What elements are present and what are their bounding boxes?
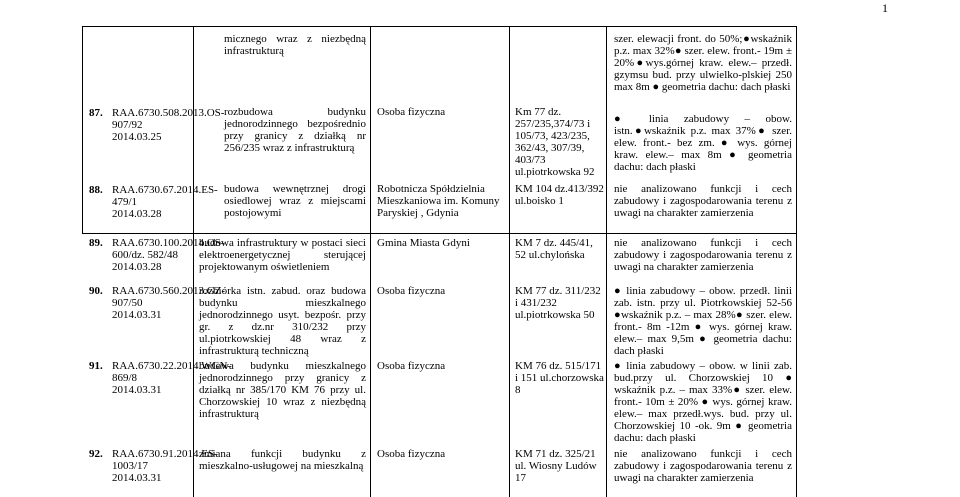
row-88-case: RAA.6730.67.2014.ES-479/1 2014.03.28 — [112, 184, 218, 220]
row-90-investor: Osoba fizyczna — [377, 285, 446, 297]
row-87-decision: szer. elewacji front. do 50%;●wskaźnik p.z. max 32%● szer. elew. front.- 19m ± 20%●wys.górnej kraw. elew.– przedł. gzymsu bud. przy ulwielko-plskiej 250 max 8m ● geometria dachu: dach płaski — [614, 33, 792, 93]
row-91-scope: budowa budynku mieszkalnego jednorodzinnego przy granicy z działką nr 385/170 KM 76 przy ul. Chorzowskiej 10 wraz z niezbędną infrastrukturą — [199, 360, 366, 420]
row-89-case: RAA.6730.100.2014.OS-600/dz. 582/48 2014.03.28 — [112, 237, 225, 273]
row-89-decision: nie analizowano funkcji i cech zabudowy i zagospodarowania terenu z uwagi na charakter zamierzenia — [614, 237, 792, 273]
row-88-decision: nie analizowano funkcji i cech zabudowy i zagospodarowania terenu z uwagi na charakter zamierzenia — [614, 183, 792, 219]
row-90-scope: rozbiórka istn. zabud. oraz budowa budynku mieszkalnego jednorodzinnego usyt. bezpośr. przy gr. z dz.nr 310/232 przy ul.piotrkowskiej 48 wraz z infrastrukturą techniczną — [199, 285, 366, 357]
row-89-investor: Gmina Miasta Gdyni — [377, 237, 470, 249]
row-92-case: RAA.6730.91.2014.ES-1003/17 2014.03.31 — [112, 448, 218, 484]
row-91-decision: ● linia zabudowy – obow. w linii zab. bud.przy ul. Chorzowskiej 10 ● wskaźnik p.z. – max 33%● szer. elew. front.- 10m ± 20% ● wys. górnej kraw. elew.– max przedł.wys. bud. przy ul. Chorzowskiej 10 -ok. 9m ● geometria dachu: dach płaski — [614, 360, 792, 444]
row-88-number: 88. — [89, 184, 103, 196]
row-89-number: 89. — [89, 237, 103, 249]
row-90-case: RAA.6730.560.2013.GZ-907/50 2014.03.31 — [112, 285, 226, 321]
row-90-decision: ● linia zabudowy – obow. przedł. linii zab. istn. przy ul. Piotrkowskiej 52-56 ●wskaźnik p.z. – max 28%● szer. elew. front.- 8m -12m ● wys. górnej kraw. elew.– max 9,5m ● geometria dachu: dach płaski — [614, 285, 792, 357]
row-91-number: 91. — [89, 360, 103, 372]
row-90-number: 90. — [89, 285, 103, 297]
page-number: 1 — [882, 1, 888, 15]
row-92-location: KM 71 dz. 325/21 ul. Wiosny Ludów 17 — [515, 448, 597, 484]
row-87-case: RAA.6730.508.2013.OS-907/92 2014.03.25 — [112, 107, 225, 143]
row-92-investor: Osoba fizyczna — [377, 448, 446, 460]
prior-row-scope-continuation: micznego wraz z niezbędną infrastrukturą — [224, 33, 366, 57]
row-87-number: 87. — [89, 107, 103, 119]
row-88-scope: budowa wewnętrznej drogi osiedlowej wraz z miejscami postojowymi — [224, 183, 366, 219]
row-87-scope: rozbudowa budynku jednorodzinnego bezpośrednio przy granicy z działką nr 256/235 wraz z infrastrukturą — [224, 106, 366, 154]
row-91-investor: Osoba fizyczna — [377, 360, 446, 372]
row-91-case: RAA.6730.22.2014.WGN-869/8 2014.03.31 — [112, 360, 232, 396]
row-92-decision: nie analizowano funkcji i cech zabudowy i zagospodarowania terenu z uwagi na charakter zamierzenia — [614, 448, 792, 484]
row-92-number: 92. — [89, 448, 103, 460]
row-87-investor: Osoba fizyczna — [377, 106, 446, 118]
row-92-scope: zmiana funkcji budynku z mieszkalno-usługowej na mieszkalną — [199, 448, 366, 472]
row-89-scope: budowa infrastruktury w postaci sieci elektroenergetycznej sterującej projektowanym oświetleniem — [199, 237, 366, 273]
row-87-location: Km 77 dz. 257/235,374/73 i 105/73, 423/235, 362/43, 307/39, 403/73 ul.piotrkowska 92 — [515, 106, 595, 178]
row-90-location: KM 77 dz. 311/232 i 431/232 ul.piotrkowska 50 — [515, 285, 601, 321]
row-88-investor: Robotnicza Spółdzielnia Mieszkaniowa im. Komuny Paryskiej , Gdynia — [377, 183, 500, 219]
row-91-location: KM 76 dz. 515/171 i 151 ul.chorzowska 8 — [515, 360, 604, 396]
row-87-decision-cont: ● linia zabudowy – obow. istn.●wskaźnik p.z. max 37%● szer. elew. front.- bez zm. ● wys. górnej kraw. elew.– max 8m ● geometria dachu: dach płaski — [614, 113, 792, 173]
row-89-location: KM 7 dz. 445/41, 52 ul.chylońska — [515, 237, 593, 261]
row-88-location: KM 104 dz.413/392 ul.boisko 1 — [515, 183, 604, 207]
